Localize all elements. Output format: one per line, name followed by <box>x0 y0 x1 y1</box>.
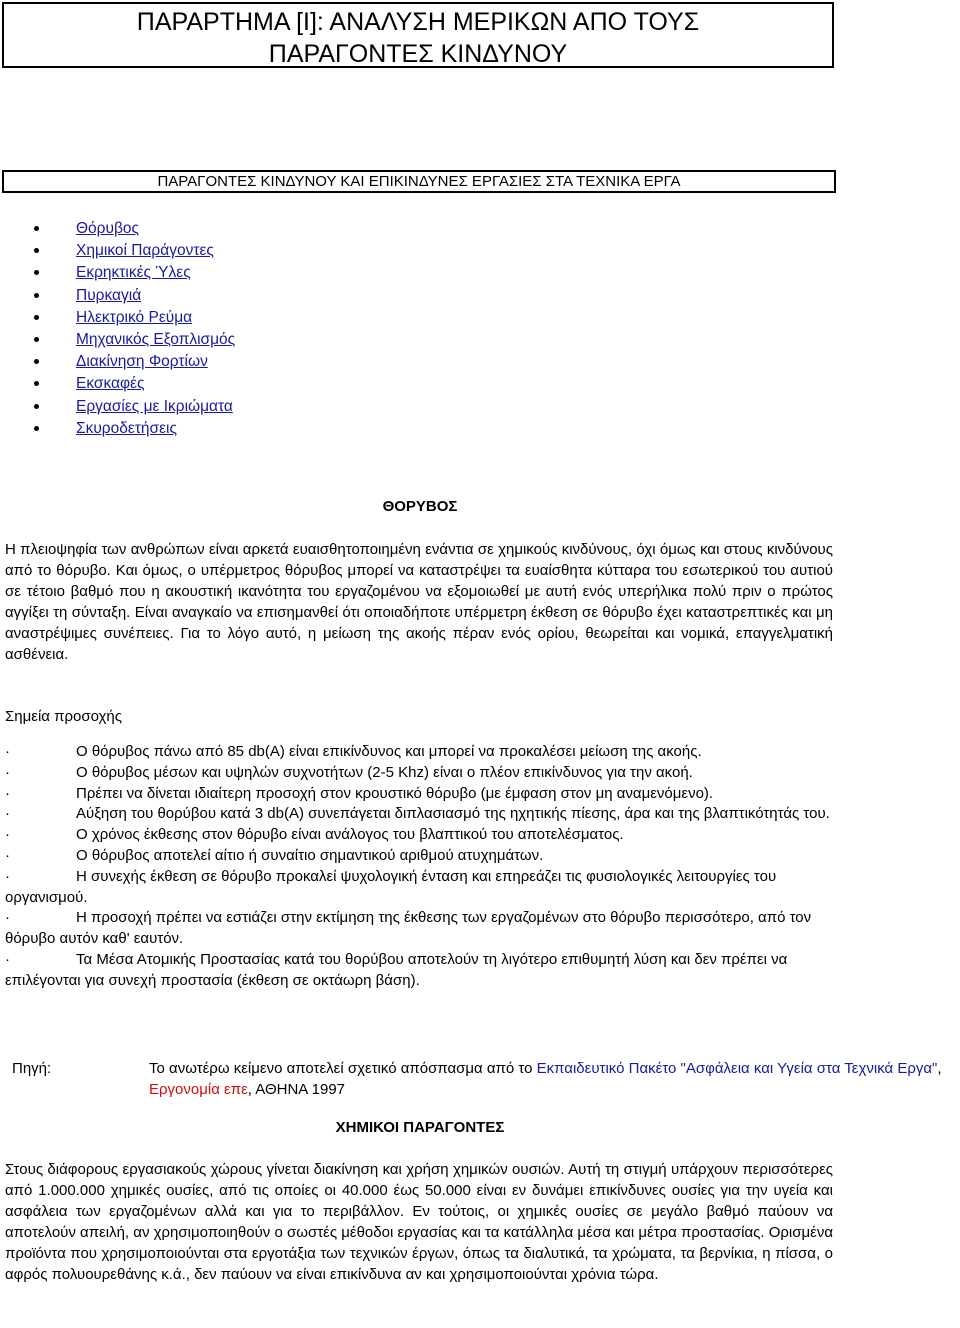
section-subtitle: ΠΑΡΑΓΟΝΤΕΣ ΚΙΝΔΥΝΟΥ ΚΑΙ ΕΠΙΚΙΝΔΥΝΕΣ ΕΡΓΑΣΙΕΣ ΣΤΑ ΤΕΧΝΙΚΑ ΕΡΓΑ <box>2 170 836 193</box>
list-item <box>0 329 235 351</box>
list-item <box>0 240 235 262</box>
bullet-icon: · <box>5 909 10 927</box>
list-item <box>5 784 833 805</box>
bullet-icon <box>34 293 39 298</box>
bullet-icon: · <box>5 846 10 864</box>
list-item <box>0 307 235 329</box>
list-item <box>0 351 235 373</box>
attention-points <box>5 742 833 992</box>
source-comma: , <box>937 1060 942 1077</box>
source-text <box>149 1058 960 1100</box>
point-text: Η προσοχή πρέπει να εστιάζει στην εκτίμηση της έκθεσης των εργαζομένων στο θόρυβο περισσότερο, από τον θόρυβο αυτόν καθ' εαυτόν. <box>5 909 812 948</box>
noise-heading: ΘΟΡΥΒΟΣ <box>382 498 458 515</box>
bullet-icon: · <box>5 743 10 760</box>
noise-paragraph: Η πλειοψηφία των ανθρώπων είναι αρκετά ευαισθητοποιημένη ενάντια σε χημικούς κινδύνους, όχι όμως και στους κινδύνους από το θόρυβο. Και όμως, ο υπέρμετρος θόρυβος μπορεί να καταστρέψει τα ευαίσθητα κύτταρα του εσωτερικού του αυτιού σε τέτοιο βαθμό που η ακουστική ικανότητα του εργαζομένου να εξομοιωθεί με αυτή ενός υπερήλικα πολύ πριν ο πρώτος αγγίξει τη σύνταξη. Είναι αναγκαίο να επισημανθεί ότι οποιαδήποτε υπέρμετρη έκθεση σε θόρυβο έχει καταστρεπτικές και μη αναστρέψιμες συνέπειες. Για το λόγο αυτό, η μείωση της ακοής πέραν ενός ορίου, θεωρείται και νομικά, επαγγελματική ασθένεια. <box>5 541 833 663</box>
source-prefix: Το ανωτέρω κείμενο αποτελεί σχετικό απόσπασμα από το <box>149 1060 537 1077</box>
topic-link-list <box>0 218 235 440</box>
bullet-icon: · <box>5 763 10 781</box>
bullet-icon <box>34 226 39 231</box>
list-item <box>0 418 235 440</box>
list-item <box>0 218 235 240</box>
bullet-icon <box>34 404 39 409</box>
page-title-line-2: ΠΑΡΑΓΟΝΤΕΣ ΚΙΝΔΥΝΟΥ <box>268 40 568 68</box>
page-title-box <box>2 2 834 68</box>
list-item <box>0 396 235 418</box>
source-suffix: , ΑΘΗΝΑ 1997 <box>247 1081 346 1098</box>
link-concreting[interactable]: Σκυροδετήσεις <box>76 419 177 437</box>
bullet-icon: · <box>5 805 10 823</box>
link-explosives[interactable]: Εκρηκτικές Ύλες <box>76 264 191 282</box>
link-fire[interactable]: Πυρκαγιά <box>76 286 142 304</box>
point-text: Πρέπει να δίνεται ιδιαίτερη προσοχή στον κρουστικό θόρυβο (με έμφαση στον μη αναμενόμενο). <box>76 784 714 802</box>
bullet-icon: · <box>5 784 10 802</box>
link-excavations[interactable]: Εκσκαφές <box>76 375 145 393</box>
bullet-icon <box>34 359 39 364</box>
link-electric-current[interactable]: Ηλεκτρικό Ρεύμα <box>76 308 193 326</box>
list-item <box>5 742 833 763</box>
list-item <box>5 763 833 784</box>
point-text: Ο θόρυβος αποτελεί αίτιο ή συναίτιο σημαντικού αριθμού ατυχημάτων. <box>76 846 544 864</box>
point-text: Τα Μέσα Ατομικής Προστασίας κατά του θορύβου αποτελούν τη λιγότερο επιθυμητή λύση και δεν πρέπει να επιλέγονται για συνεχή προστασία (έκθεση σε οκτάωρη βάση). <box>5 950 788 989</box>
bullet-icon <box>34 381 39 386</box>
bullet-icon <box>34 337 39 342</box>
point-text: Ο θόρυβος πάνω από 85 db(A) είναι επικίνδυνος και μπορεί να προκαλέσει μείωση της ακοής. <box>76 743 702 760</box>
point-text: Ο θόρυβος μέσων και υψηλών συχνοτήτων (2-5 Khz) είναι ο πλέον επικίνδυνος για την ακοή. <box>76 763 693 781</box>
link-mechanical-equipment[interactable]: Μηχανικός Εξοπλισμός <box>76 330 236 348</box>
point-text: Ο χρόνος έκθεσης στον θόρυβο είναι ανάλογος του βλαπτικού του αποτελέσματος. <box>76 826 624 844</box>
list-item <box>5 804 833 825</box>
list-item <box>0 285 235 307</box>
page-title-line-1: ΠΑΡΑΡΤΗΜΑ [Ι]: ΑΝΑΛΥΣΗ ΜΕΡΙΚΩΝ ΑΠΟ ΤΟΥΣ <box>136 8 700 36</box>
bullet-icon: · <box>5 867 10 885</box>
list-item <box>5 950 833 992</box>
bullet-icon <box>34 315 39 320</box>
bullet-icon <box>34 248 39 253</box>
source-label: Πηγή: <box>12 1060 52 1077</box>
list-item <box>5 908 833 950</box>
bullet-icon: · <box>5 950 10 968</box>
link-noise[interactable]: Θόρυβος <box>76 220 139 237</box>
point-text: Η συνεχής έκθεση σε θόρυβο προκαλεί ψυχολογική ένταση και επηρεάζει τις φυσιολογικές λειτουργίες του οργανισμού. <box>5 867 777 906</box>
link-chemical-factors[interactable]: Χημικοί Παράγοντες <box>76 242 214 260</box>
list-item <box>5 867 833 909</box>
bullet-icon <box>34 270 39 275</box>
link-scaffolding-work[interactable]: Εργασίες με Ικριώματα <box>76 397 233 415</box>
bullet-icon: · <box>5 826 10 844</box>
chemical-paragraph: Στους διάφορους εργασιακούς χώρους γίνεται διακίνηση και χρήση χημικών ουσιών. Αυτή τη στιγμή υπάρχουν περισσότερες από 1.000.000 χημικές ουσίες, από τις οποίες οι 40.000 έως 50.000 είναι εν δυνάμει επικίνδυνες ουσίες για την υγεία και ασφάλεια των εργαζομένων αλλά και για το περιβάλλον. Εν τούτοις, οι χημικές ουσίες σε μεγάλο βαθμό παύουν να αποτελούν απειλή, αν χρησιμοποιηθούν ο σωστές μέθοδοι εργασίας και τα κατάλληλα μέσα και μέτρα προστασίας. Ορισμένα προϊόντα που χρησιμοποιούνται στα εργοτάξια των τεχνικών έργων, όπως τα διαλυτικά, τα χρώματα, τα βερνίκια, η πίσσα, ο αφρός πολυουρεθάνης κ.ά., δεν παύουν να είναι επικίνδυνα αν και χρησιμοποιούνται χρόνια τώρα. <box>5 1161 833 1283</box>
list-item <box>0 373 235 395</box>
attention-label: Σημεία προσοχής <box>5 708 122 725</box>
link-load-handling[interactable]: Διακίνηση Φορτίων <box>76 353 208 371</box>
source-link-education-pack[interactable]: Εκπαιδευτικό Πακέτο "Ασφάλεια και Υγεία στα Τεχνικά Εργα" <box>536 1060 938 1077</box>
list-item <box>5 846 833 867</box>
chemical-heading: ΧΗΜΙΚΟΙ ΠΑΡΑΓΟΝΤΕΣ <box>335 1119 505 1136</box>
list-item <box>5 825 833 846</box>
bullet-icon <box>34 426 39 431</box>
point-text: Αύξηση του θορύβου κατά 3 db(A) συνεπάγεται διπλασιασμό της ηχητικής πίεσης, άρα και της βλαπτικότητάς του. <box>76 805 830 823</box>
source-link-ergonomia[interactable]: Εργονομία επε <box>149 1081 248 1098</box>
list-item <box>0 262 235 284</box>
